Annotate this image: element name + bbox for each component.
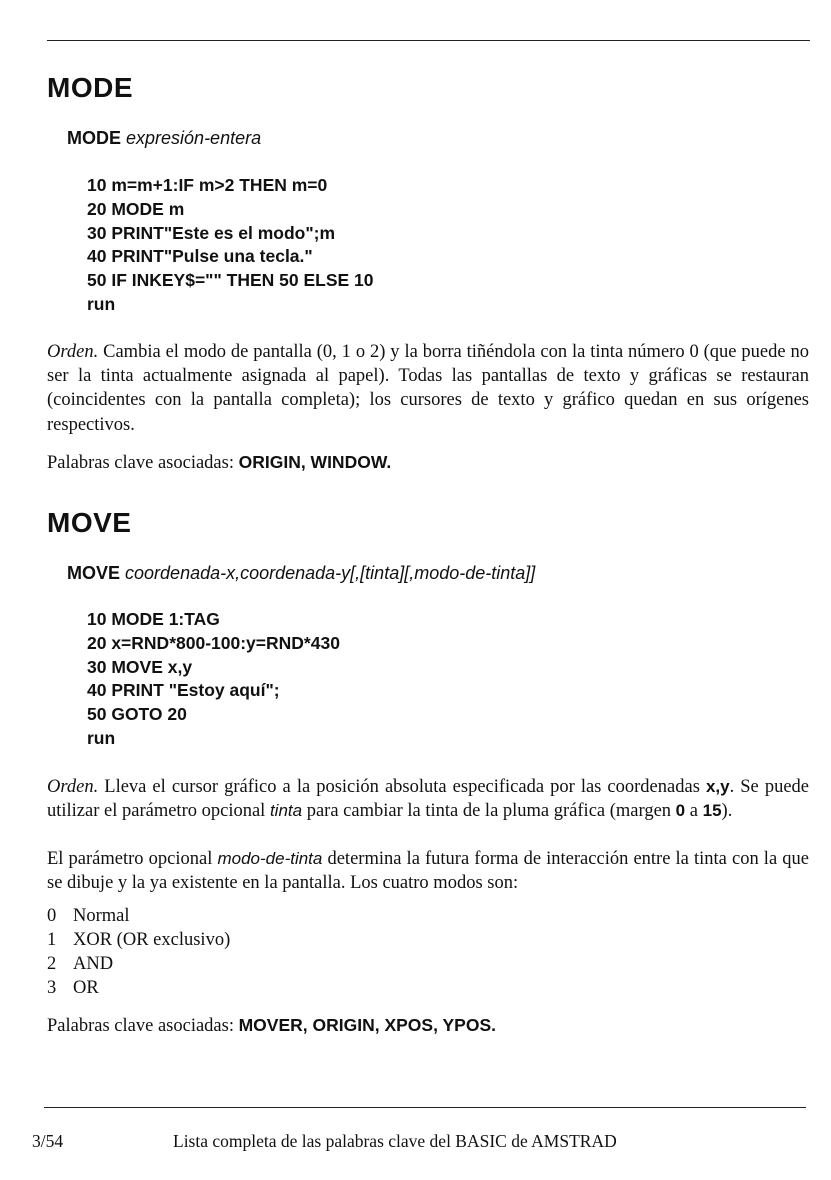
list-item <box>47 904 230 928</box>
mode-keywords-list: ORIGIN, WINDOW. <box>238 452 392 472</box>
move-code-listing <box>87 608 340 751</box>
move-desc-tinta: tinta <box>269 801 303 821</box>
mode-desc-text: Cambia el modo de pantalla (0, 1 o 2) y la borra tiñéndola con la tinta número 0 (que puede no ser la tinta actualmente asignada al papel). Todas las pantallas de texto y gráficas se restauran (coincidentes con la pantalla completa); los cursores de texto y gráfico quedan en sus orígenes respectivos. <box>47 342 809 435</box>
move-syntax-keyword: MOVE <box>67 563 121 583</box>
move-desc-text-1: Lleva el cursor gráfico a la posición absoluta especificada por las coordenadas <box>98 777 706 797</box>
footer-rule <box>44 1107 806 1108</box>
move-desc-min: 0 <box>675 801 686 821</box>
code-line: 20 MODE m <box>87 198 185 219</box>
mode-number: 2 <box>47 954 57 974</box>
code-line: 50 GOTO 20 <box>87 704 187 725</box>
code-line: run <box>87 293 116 314</box>
move-heading: MOVE <box>47 507 132 538</box>
code-line: 50 IF INKEY$="" THEN 50 ELSE 10 <box>87 270 374 291</box>
mode-syntax <box>67 127 261 149</box>
top-rule <box>47 40 810 41</box>
list-item <box>47 928 230 952</box>
move-syntax-args: coordenada-x,coordenada-y[,[tinta][,modo-de-tinta]] <box>125 563 536 583</box>
mode-associated-keywords <box>47 450 391 475</box>
code-line: 30 MOVE x,y <box>87 656 193 677</box>
list-item <box>47 952 230 976</box>
move-desc-text-4: a <box>685 801 703 822</box>
ink-modes-list <box>47 904 230 1000</box>
code-line: 10 m=m+1:IF m>2 THEN m=0 <box>87 175 328 195</box>
mode-number: 3 <box>47 978 57 998</box>
move-associated-keywords <box>47 1013 496 1038</box>
move-keywords-label: Palabras clave asociadas: <box>47 1016 239 1036</box>
mode-label: OR <box>73 978 99 998</box>
footer-title: Lista completa de las palabras clave del BASIC de AMSTRAD <box>173 1131 617 1151</box>
move-desc2-param: modo-de-tinta <box>217 849 323 868</box>
mode-desc-label: Orden. <box>47 342 99 362</box>
code-line: 40 PRINT "Estoy aquí"; <box>87 680 280 701</box>
code-line: 10 MODE 1:TAG <box>87 609 220 629</box>
move-description <box>47 775 809 823</box>
mode-label: AND <box>73 954 114 974</box>
move-desc2-text-2: determina la futura forma de interacción entre la tinta con la que se dibuje y la ya existente en la pantalla. Los cuatro modos son: <box>47 849 809 894</box>
move-keywords-list: MOVER, ORIGIN, XPOS, YPOS. <box>238 1015 496 1035</box>
move-desc-text-5: ). <box>721 801 733 822</box>
mode-label: Normal <box>73 906 130 926</box>
mode-label: XOR (OR exclusivo) <box>73 930 231 950</box>
page-number: 3/54 <box>32 1131 64 1151</box>
mode-heading: MODE <box>47 72 133 103</box>
move-description-2 <box>47 847 809 895</box>
code-line: 20 x=RND*800-100:y=RND*430 <box>87 632 340 653</box>
move-desc-max: 15 <box>702 801 722 821</box>
code-line: 40 PRINT"Pulse una tecla." <box>87 246 313 267</box>
list-item <box>47 976 230 1000</box>
mode-code-listing <box>87 174 374 317</box>
mode-syntax-keyword: MODE <box>67 128 121 148</box>
code-line: run <box>87 727 116 748</box>
move-desc-text-2: . Se puede utilizar el parámetro opcional <box>47 777 809 822</box>
move-desc-label: Orden. <box>47 777 99 797</box>
move-desc-text-3: para cambiar la tinta de la pluma gráfica (margen <box>302 801 676 822</box>
mode-syntax-args: expresión-entera <box>126 128 262 148</box>
move-desc-xy: x,y <box>705 777 730 796</box>
mode-number: 1 <box>47 930 57 950</box>
mode-keywords-label: Palabras clave asociadas: <box>47 453 239 473</box>
mode-description <box>47 340 809 437</box>
move-syntax <box>67 562 535 584</box>
mode-number: 0 <box>47 906 57 926</box>
code-line: 30 PRINT"Este es el modo";m <box>87 222 336 243</box>
move-desc2-text-1: El parámetro opcional <box>47 849 218 869</box>
